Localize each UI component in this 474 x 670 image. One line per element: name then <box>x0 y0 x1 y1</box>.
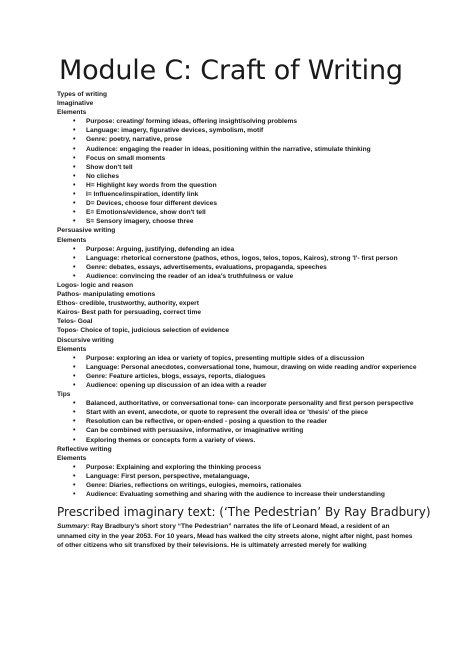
text-line: Kairos- Best path for persuading, correct time <box>57 309 201 317</box>
bullet-icon: • <box>73 354 76 362</box>
bullet-text: Balanced, authoritative, or conversational tone- can incorporate personality and first person perspective <box>86 400 414 408</box>
bullet-text: Purpose: creating/ forming ideas, offering insight/solving problems <box>86 118 298 126</box>
text-line: Elements <box>57 454 87 462</box>
bullet-icon: • <box>73 400 76 408</box>
bullet-text: Exploring themes or concepts form a variety of views. <box>86 436 256 444</box>
bullet-item <box>57 372 417 381</box>
bullet-icon: • <box>73 463 76 471</box>
bullet-icon: • <box>73 372 76 380</box>
bullet-text: Resolution can be reflective, or open-ended - posing a question to the reader <box>86 418 328 426</box>
bullet-text: E= Emotions/evidence, show don't tell <box>86 209 206 217</box>
bullet-item <box>57 217 417 226</box>
text-line: Elements <box>57 345 87 353</box>
bullet-text: Audience: convincing the reader of an idea's truthfulness or value <box>86 272 294 280</box>
bullet-text: Purpose: Explaining and exploring the thinking process <box>86 463 262 471</box>
bullet-icon: • <box>73 136 76 144</box>
bullet-text: Can be combined with persuasive, informative, or imaginative writing <box>86 427 304 435</box>
bullet-item <box>57 117 417 126</box>
bullet-item <box>57 381 417 390</box>
bullet-item <box>57 272 417 281</box>
bullet-text: Show don't tell <box>86 163 133 171</box>
bullet-item <box>57 417 417 426</box>
summary-label: Summary <box>57 523 88 531</box>
text-line: Pathos- manipulating emotions <box>57 291 156 299</box>
bullet-icon: • <box>73 263 76 271</box>
text-line: Discursive writing <box>57 336 114 344</box>
bullet-icon: • <box>73 482 76 490</box>
bullet-text: Language: Personal anecdotes, conversational tone, humour, drawing on wide reading and/or experience <box>86 363 417 371</box>
bullet-text: S= Sensory imagery, choose three <box>86 218 194 226</box>
text-line: Elements <box>57 236 87 244</box>
prescribed-text-heading: Prescribed imaginary text: (‘The Pedestrian’ By Ray Bradbury) <box>57 505 431 520</box>
text-line: Tips <box>57 391 71 399</box>
bullet-text: Genre: debates, essays, advertisements, evaluations, propaganda, speeches <box>86 263 327 271</box>
bullet-item <box>57 263 417 272</box>
bullet-text: H= Highlight key words from the question <box>86 181 217 189</box>
bullet-icon: • <box>73 127 76 135</box>
bullet-icon: • <box>73 409 76 417</box>
text-line: Reflective writing <box>57 445 112 453</box>
document-body <box>57 90 417 499</box>
bullet-text: D= Devices, choose four different devices <box>86 200 218 208</box>
bullet-icon: • <box>73 272 76 280</box>
bullet-text: Genre: Diaries, reflections on writings, eulogies, memoirs, rationales <box>86 482 302 490</box>
summary-paragraph <box>57 522 417 550</box>
bullet-item <box>57 154 417 163</box>
bullet-item <box>57 181 417 190</box>
bullet-text: Audience: opening up discussion of an idea with a reader <box>86 382 267 389</box>
bullet-icon: • <box>73 154 76 162</box>
bullet-item <box>57 408 417 417</box>
bullet-icon: • <box>73 472 76 480</box>
bullet-item <box>57 145 417 154</box>
bullet-item <box>57 245 417 254</box>
bullet-item <box>57 163 417 172</box>
bullet-item <box>57 426 417 435</box>
bullet-icon: • <box>73 382 76 389</box>
bullet-icon: • <box>73 191 76 199</box>
document-title: Module C: Craft of Writing <box>59 55 403 86</box>
bullet-item <box>57 208 417 217</box>
bullet-item <box>57 363 417 372</box>
bullet-item <box>57 490 417 499</box>
bullet-icon: • <box>73 163 76 171</box>
bullet-text: Purpose: exploring an idea or variety of topics, presenting multiple sides of a discussion <box>86 354 365 362</box>
text-line: Topos- Choice of topic, judicious selection of evidence <box>57 327 230 335</box>
bullet-icon: • <box>73 436 76 444</box>
bullet-text: Audience: engaging the reader in ideas, positioning within the narrative, stimulate thinking <box>86 145 371 153</box>
bullet-item <box>57 399 417 408</box>
bullet-icon: • <box>73 200 76 208</box>
text-line: Types of writing <box>57 91 108 98</box>
bullet-icon: • <box>73 118 76 126</box>
bullet-icon: • <box>73 245 76 253</box>
bullet-item <box>57 126 417 135</box>
bullet-text: Language: First person, perspective, metalanguage, <box>86 472 250 480</box>
bullet-text: Language: rhetorical cornerstone (pathos, ethos, logos, telos, topos, Kairos), strong 'I'- first person <box>86 254 398 262</box>
bullet-text: Genre: Feature articles, blogs, essays, reports, dialogues <box>86 372 266 380</box>
bullet-item <box>57 354 417 363</box>
bullet-icon: • <box>73 363 76 371</box>
document-page <box>57 55 431 550</box>
bullet-icon: • <box>73 172 76 180</box>
bullet-icon: • <box>73 254 76 262</box>
bullet-item <box>57 190 417 199</box>
bullet-icon: • <box>73 218 76 226</box>
bullet-text: Genre: poetry, narrative, prose <box>86 136 182 144</box>
text-line: Logos- logic and reason <box>57 281 134 289</box>
bullet-text: Language: imagery, figurative devices, symbolism, motif <box>86 127 264 135</box>
bullet-text: Focus on small moments <box>86 154 166 162</box>
bullet-icon: • <box>73 145 76 153</box>
text-line: Telos- Goal <box>57 318 93 326</box>
bullet-item <box>57 481 417 490</box>
text-line: Persuasive writing <box>57 227 116 235</box>
bullet-icon: • <box>73 181 76 189</box>
text-line: Elements <box>57 109 87 117</box>
bullet-icon: • <box>73 427 76 435</box>
bullet-text: Start with an event, anecdote, or quote to represent the overall idea or 'thesis' of the piece <box>86 409 368 417</box>
bullet-item <box>57 135 417 144</box>
bullet-text: Purpose: Arguing, justifying, defending an idea <box>86 245 235 253</box>
bullet-item <box>57 254 417 263</box>
bullet-item <box>57 436 417 445</box>
summary-text: : Ray Bradbury’s short story “The Pedestrian” narrates the life of Leonard Mead, a resident of an unnamed city in the year 2053. For 10 years, Mead has walked the city streets alone, night after night, past homes of other citizens who sit transfixed by their televisions. He is ultimately arrested merely for walking <box>57 523 413 549</box>
text-line: Ethos- credible, trustworthy, authority, expert <box>57 300 199 308</box>
bullet-icon: • <box>73 209 76 217</box>
bullet-text: I= Influence/inspiration, identify link <box>86 191 199 199</box>
bullet-item <box>57 199 417 208</box>
text-line: Imaginative <box>57 100 94 108</box>
bullet-text: No cliches <box>86 172 119 180</box>
bullet-item <box>57 463 417 472</box>
bullet-text: Audience: Evaluating something and sharing with the audience to increase their understanding <box>86 491 385 499</box>
bullet-item <box>57 472 417 481</box>
bullet-icon: • <box>73 418 76 426</box>
bullet-icon: • <box>73 491 76 499</box>
bullet-item <box>57 172 417 181</box>
